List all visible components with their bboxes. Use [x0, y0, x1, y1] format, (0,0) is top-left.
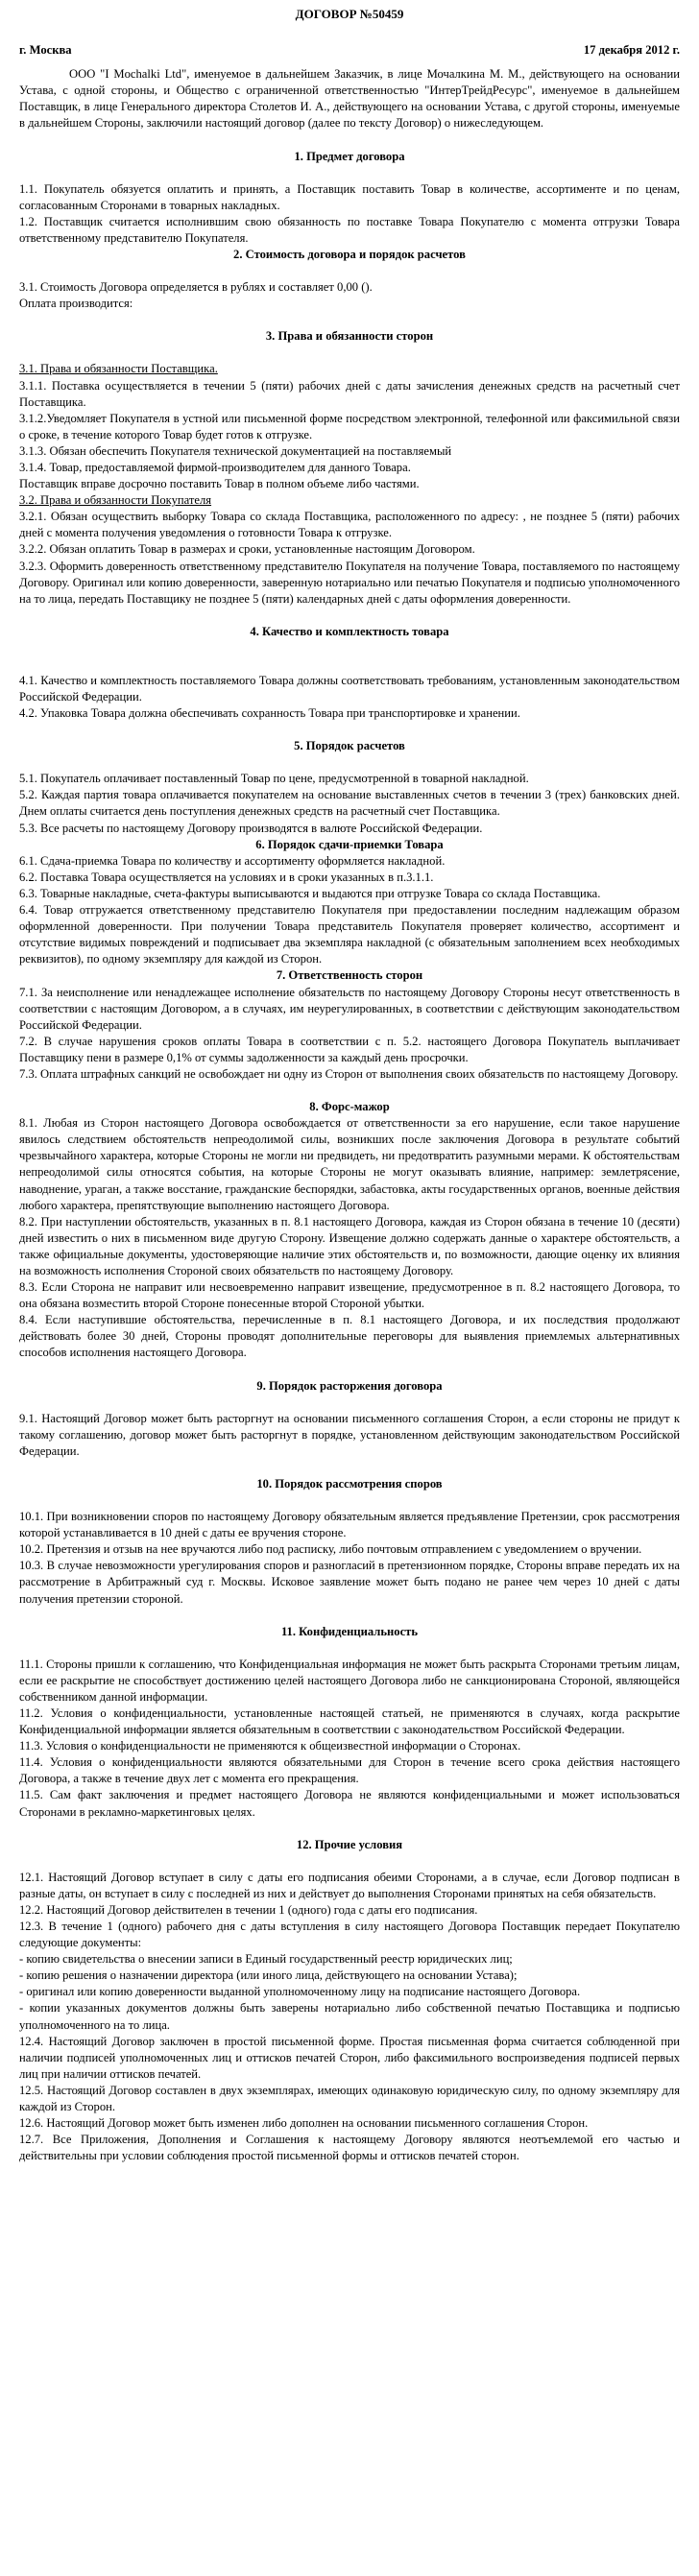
preamble: ООО "I Mochalki Ltd", именуемое в дальнейшем Заказчик, в лице Мочалкина М. М., действующего на основании Устава, с одной стороны, и Общество с ограниченной ответственностью "ИнтерТрейдРесурс", именуемое в дальнейшем Поставщик, в лице Генерального директора Столетов И. А., действующего на основании Устава, с другой стороны, именуемые в дальнейшем Стороны, заключили настоящий договор (далее по тексту Договор) о нижеследующем.: [19, 67, 680, 131]
clause: 3.1.2.Уведомляет Покупателя в устной или письменной форме посредством электронной, телефонной или факсимильной связи о сроке, в течение которого Товар будет готов к отгрузке.: [19, 411, 680, 441]
clause: 10.2. Претензия и отзыв на нее вручаются либо под расписку, либо почтовым отправлением с уведомлением о вручении.: [19, 1542, 642, 1557]
clause: 10.1. При возникновении споров по настоящему Договору обязательным является предъявление Претензии, срок рассмотрения которой устанавливается в 10 дней с даты ее вручения стороне.: [19, 1510, 680, 1540]
clause: 3.2.3. Оформить доверенность ответственному представителю Покупателя на получение Товара, поставляемого по настоящему Договору. Оригинал или копию доверенности, заверенную нотариально или печатью Покупателя и подписью уполномоченного на то лица, передать Поставщику не позднее 5 (пяти) календарных дней с даты оформления доверенности.: [19, 559, 680, 606]
clause: 3.1.4. Товар, предоставляемой фирмой-производителем для данного Товара.: [19, 460, 411, 474]
clause: 12.6. Настоящий Договор может быть изменен либо дополнен на основании письменного соглашения Сторон.: [19, 2116, 589, 2131]
section-heading: 9. Порядок расторжения договора: [256, 1378, 443, 1393]
clause: 11.4. Условия о конфиденциальности являются обязательными для Сторон в течение всего срока действия настоящего Договора, а также в течение двух лет с момента его прекращения.: [19, 1755, 680, 1786]
section-heading: 6. Порядок сдачи-приемки Товара: [255, 837, 444, 851]
clause: 6.3. Товарные накладные, счета-фактуры выписываются и выдаются при отгрузке Товара со склада Поставщика.: [19, 886, 601, 900]
clause: 7.3. Оплата штрафных санкций не освобождает ни одну из Сторон от выполнения своих обязательств по настоящему Договору.: [19, 1066, 679, 1081]
section-heading: 1. Предмет договора: [294, 149, 405, 163]
clause: - копию решения о назначении директора (или иного лица, действующего на основании Устава);: [19, 1968, 518, 1983]
clause: - копию свидетельства о внесении записи в Единый государственный реестр юридических лиц;: [19, 1952, 513, 1967]
clause: 12.4. Настоящий Договор заключен в простой письменной форме. Простая письменная форма считается соблюденной при наличии подписей уполномоченных лиц и оттисков печатей Сторон, либо факсимильного воспроизведения подписей первых лиц при наличии оттисков печатей.: [19, 2034, 680, 2081]
section-heading: 12. Прочие условия: [296, 1837, 403, 1851]
clause: - копии указанных документов должны быть заверены нотариально либо собственной печатью Поставщика и подписью уполномоченного на то лица.: [19, 2001, 680, 2032]
section-heading: 11. Конфиденциальность: [280, 1624, 419, 1638]
section-heading: 8. Форс-мажор: [309, 1100, 390, 1114]
contract-date: 17 декабря 2012 г.: [583, 43, 680, 58]
clause: 3.2.2. Обязан оплатить Товар в размерах и сроки, установленные настоящим Договором.: [19, 542, 475, 557]
clause: 8.4. Если наступившие обстоятельства, перечисленные в п. 8.1 настоящего Договора, и их последствия продолжают действовать более 30 дней, Стороны проводят дополнительные переговоры для выявления приемлемых альтернативных способов исполнения настоящего Договора.: [19, 1313, 680, 1360]
clause: 11.5. Сам факт заключения и предмет настоящего Договора не являются конфиденциальными и может использоваться Сторонами в рекламно-маркетинговых целях.: [19, 1788, 680, 1819]
clause: 6.1. Сдача-приемка Товара по количеству и ассортименту оформляется накладной.: [19, 853, 446, 868]
clause: 12.7. Все Приложения, Дополнения и Соглашения к настоящему Договору являются неотъемлемой его частью и действительны при условии соблюдения простой письменной формы и оттисков печатей сторон.: [19, 2133, 680, 2163]
clause: 7.1. За неисполнение или ненадлежащее исполнение обязательств по настоящему Договору Стороны несут ответственность в соответствии с настоящим Договором, а в случаях, им неурегулированных, в соответствии с действующим законодательством Российской Федерации.: [19, 985, 680, 1032]
clause: - оригинал или копию доверенности выданной уполномоченному лицу на подписание настоящего Договора.: [19, 1985, 581, 1999]
clause: 12.3. В течение 1 (одного) рабочего дня с даты вступления в силу настоящего Договора Поставщик передает Покупателю следующие документы:: [19, 1920, 680, 1950]
clause: 11.2. Условия о конфиденциальности, установленные настоящей статьей, не применяются в случаях, когда раскрытие Конфиденциальной информации является обязательным в соответствии с законодательством Российской Федерации.: [19, 1705, 680, 1737]
clause: 3.2. Права и обязанности Покупателя: [19, 493, 212, 508]
clause: 5.1. Покупатель оплачивает поставленный Товар по цене, предусмотренной в товарной накладной.: [19, 772, 529, 786]
clause: 12.2. Настоящий Договор действителен в течении 1 (одного) года с даты его подписания.: [19, 1902, 478, 1917]
clause: 5.2. Каждая партия товара оплачивается покупателем на основание выставленных счетов в течении 3 (трех) банковских дней. Днем оплаты считается день поступления денежных средств на расчетный счет Поставщика.: [19, 788, 680, 819]
clause: 5.3. Все расчеты по настоящему Договору производятся в валюте Российской Федерации.: [19, 821, 483, 835]
clause: Поставщик вправе досрочно поставить Товар в полном объеме либо частями.: [19, 477, 420, 491]
clause: 6.4. Товар отгружается ответственному представителю Покупателя при предоставлении последним надлежащим образом оформленной доверенности. При получении Товара представитель Покупателя проверяет количество, ассортимент и отсутствие видимых повреждений и подписывает два экземпляра накладной (с обязательным заполнением всех необходимых реквизитов), по одному экземпляру для каждой из Сторон.: [19, 903, 680, 966]
clause: 10.3. В случае невозможности урегулирования споров и разногласий в претензионном порядке, Стороны вправе передать их на рассмотрение в Арбитражный суд г. Москвы. Исковое заявление может быть подано не ранее чем через 10 дней с даты получения претензии стороной.: [19, 1559, 680, 1606]
clause: Оплата производится:: [19, 297, 133, 311]
clause: 12.1. Настоящий Договор вступает в силу с даты его подписания обеими Сторонами, а в случае, если Договор подписан в разные даты, он вступает в силу с последней из них и действует до выполнения Сторонами принятых на себя обязательств.: [19, 1870, 680, 1900]
contract-city: г. Москва: [19, 43, 72, 58]
clause: 8.2. При наступлении обстоятельств, указанных в п. 8.1 настоящего Договора, каждая из Сторон обязана в течение 10 (десяти) дней известить о них в письменном виде другую Сторону. Извещение должно содержать данные о характере обстоятельств, а также официальные документы, удостоверяющие наличие этих обстоятельств и, по возможности, дающие оценку их влияния на возможность исполнения Стороной своих обязательств по настоящему Договору.: [19, 1214, 680, 1277]
clause: 11.1. Стороны пришли к соглашению, что Конфиденциальная информация не может быть раскрыта Сторонами третьим лицам, если ее раскрытие не способствует достижению целей настоящего Договора либо не санкционирована Стороной, являющейся собственником данной информации.: [19, 1657, 680, 1704]
clause: 1.1. Покупатель обязуется оплатить и принять, а Поставщик поставить Товар в количестве, ассортименте и по ценам, согласованным Сторонами в товарных накладных.: [19, 181, 680, 212]
clause: 3.1.1. Поставка осуществляется в течении 5 (пяти) рабочих дней с даты зачисления денежных средств на расчетный счет Поставщика.: [19, 378, 680, 409]
clause: 3.1.3. Обязан обеспечить Покупателя технической документацией на поставляемый: [19, 443, 452, 458]
clause: 7.2. В случае нарушения сроков оплаты Товара в соответствии с п. 5.2. настоящего Договора Покупатель выплачивает Поставщику пени в размере 0,1% от суммы задолженности за каждый день просрочки.: [19, 1034, 680, 1064]
clause: 4.2. Упаковка Товара должна обеспечивать сохранность Товара при транспортировке и хранении.: [19, 706, 520, 721]
section-heading: 10. Порядок рассмотрения споров: [256, 1476, 443, 1491]
clause: 12.5. Настоящий Договор составлен в двух экземплярах, имеющих одинаковую юридическую силу, по одному экземпляру для каждой из Сторон.: [19, 2083, 680, 2114]
clause: 3.1. Стоимость Договора определяется в рублях и составляет 0,00 ().: [19, 280, 373, 295]
clause: 9.1. Настоящий Договор может быть расторгнут на основании письменного соглашения Сторон, а если стороны не придут к такому соглашению, договор может быть расторгнут в порядке, установленном действующим законодательством Российской Федерации.: [19, 1411, 680, 1458]
section-heading: 7. Ответственность сторон: [276, 968, 423, 983]
clause: 6.2. Поставка Товара осуществляется на условиях и в сроки указанных в п.3.1.1.: [19, 870, 434, 884]
clause: 11.3. Условия о конфиденциальности не применяются к общеизвестной информации о Сторонах.: [19, 1739, 521, 1753]
clause: 3.1. Права и обязанности Поставщика.: [19, 362, 218, 376]
clause: 8.1. Любая из Сторон настоящего Договора освобождается от ответственности за его нарушение, если такое нарушение явилось следствием обстоятельств непреодолимой силы, возникших после заключения Договора в результате событий чрезвычайного характера, которые Стороны не могли ни предвидеть, ни предотвратить разумными мерами. К обстоятельствам непреодолимой силы относятся события, на которые Стороны не могут оказывать влияние, например: землетрясение, наводнение, ураган, а также восстание, гражданские беспорядки, забастовка, акты государственных органов, военные действия любого характера, препятствующие выполнению настоящего Договора.: [19, 1116, 680, 1212]
section-heading: 5. Порядок расчетов: [294, 739, 405, 753]
place-date-line: [19, 42, 680, 59]
contract-title: ДОГОВОР №50459: [295, 7, 404, 21]
section-heading: 4. Качество и комплектность товара: [250, 624, 449, 638]
section-heading: 2. Стоимость договора и порядок расчетов: [233, 248, 466, 262]
clause: 8.3. Если Сторона не направит или несвоевременно направит извещение, предусмотренное в п. 8.2 настоящего Договора, то она обязана возместить второй Стороне понесенные второй Стороной убытки.: [19, 1280, 680, 1311]
clause: 3.2.1. Обязан осуществить выборку Товара со склада Поставщика, расположенного по адресу: , не позднее 5 (пяти) рабочих дней с момента получения уведомления о готовности Товара к отгрузке.: [19, 510, 680, 540]
clause: 4.1. Качество и комплектность поставляемого Товара должны соответствовать требованиям, установленным законодательством Российской Федерации.: [19, 673, 680, 704]
section-heading: 3. Права и обязанности сторон: [265, 329, 434, 344]
clause: 1.2. Поставщик считается исполнившим свою обязанность по поставке Товара Покупателю с момента отгрузки Товара ответственному представителю Покупателя.: [19, 214, 680, 245]
